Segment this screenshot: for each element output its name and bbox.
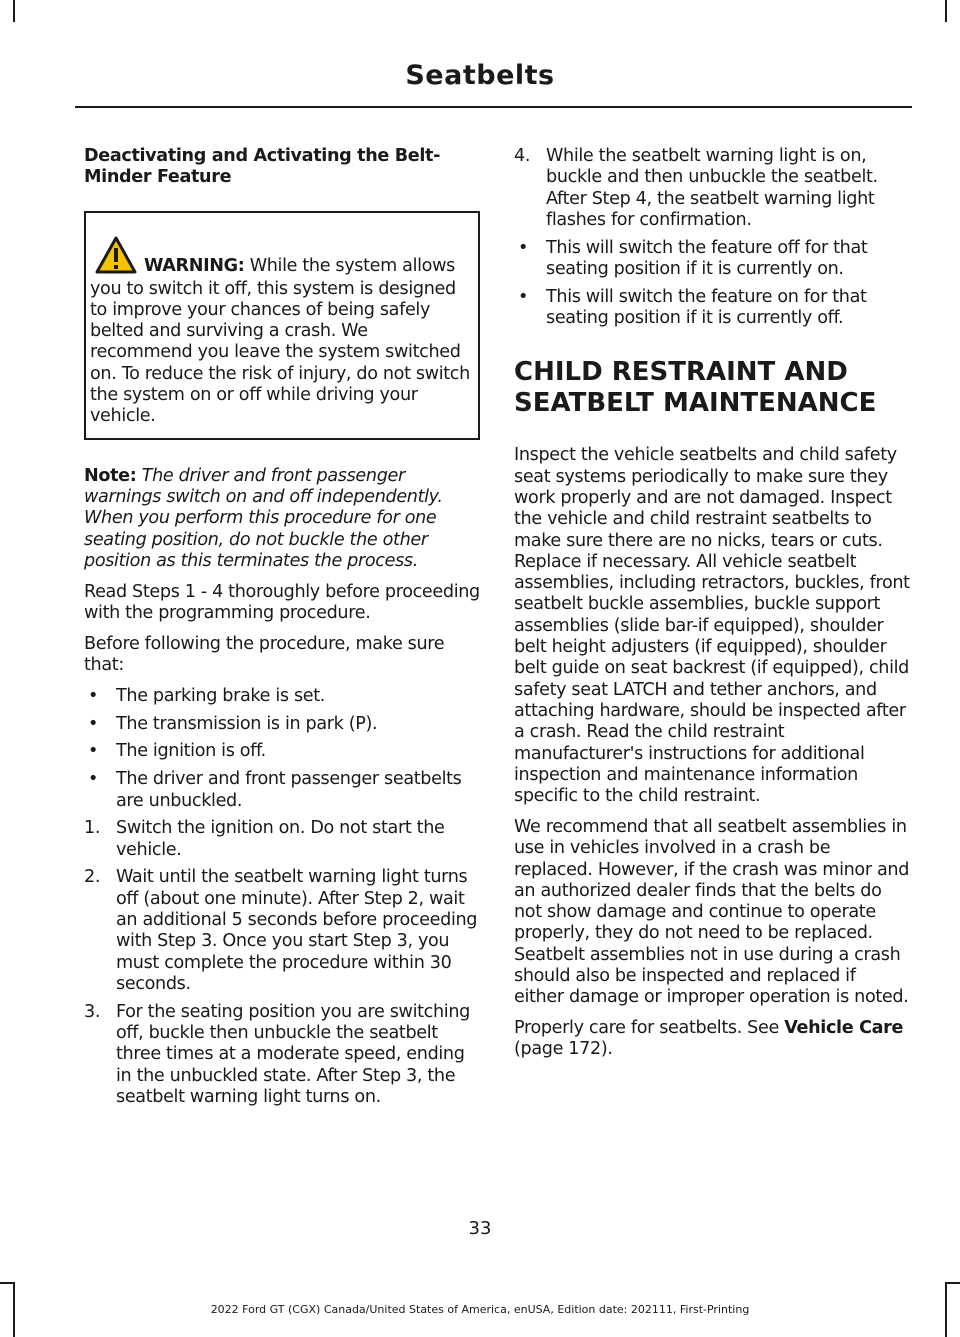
page-header-title: Seatbelts	[405, 60, 555, 91]
left-column	[84, 146, 480, 1115]
warning-text: While the system allows you to switch it off, this system is designed to improve your chances of being safely belted and surviving a crash. We recommend you leave the system switched on. To reduce the risk of injury, do not switch the system on or off while driving your vehicle.	[90, 255, 470, 427]
step4-bullets	[514, 238, 910, 330]
step-text: Wait until the seatbelt warning light turns off (about one minute). After Step 2, wait an additional 5 seconds before proceeding with Step 3. Once you start Step 3, you must complete the procedure within 30 seconds.	[116, 867, 478, 994]
note-paragraph	[84, 466, 480, 572]
note-text: The driver and front passenger warnings switch on and off independently. When you perform this procedure for one seating position, do not buckle the other position as this terminates the process.	[84, 465, 443, 571]
list-item: • The driver and front passenger seatbelts are unbuckled.	[88, 769, 462, 811]
warning-label: WARNING:	[144, 255, 245, 276]
paragraph-read-steps: Read Steps 1 - 4 thoroughly before proceeding with the programming procedure.	[84, 581, 480, 623]
bullet-mark: •	[88, 713, 99, 734]
subheading-belt-minder: Deactivating and Activating the Belt-Minder Feature	[84, 146, 441, 188]
step-text: While the seatbelt warning light is on, buckle and then unbuckle the seatbelt. After Step 4, the seatbelt warning light flashes for confirmation.	[546, 146, 878, 230]
vehicle-care-link[interactable]: Vehicle Care	[784, 1018, 904, 1039]
steps-list-continued	[514, 146, 910, 231]
paragraph-recommend: We recommend that all seatbelt assemblies in use in vehicles involved in a crash be replaced. However, if the crash was minor and an authorized dealer finds that the belts do not show damage and continue to operate properly, they do not need to be replaced. Seatbelt assemblies not in use during a crash should also be inspected and replaced if either damage or improper operation is noted.	[514, 816, 910, 1008]
step-number: 4.	[514, 146, 531, 166]
step-item	[84, 867, 480, 995]
bullet-mark: •	[518, 237, 529, 258]
crop-mark-bottom-left-h	[0, 1282, 15, 1284]
step-text: For the seating position you are switching off, buckle then unbuckle the seatbelt three times at a moderate speed, ending in the unbuckled state. After Step 3, the seatbelt warning light turns on.	[116, 1001, 470, 1107]
steps-list	[84, 818, 480, 1108]
step-number: 2.	[84, 867, 101, 888]
header-rule	[75, 106, 912, 108]
section-heading-child-restraint: CHILD RESTRAINT AND SEATBELT MAINTENANCE	[514, 357, 877, 419]
step-item	[84, 1002, 480, 1108]
footer-edition: 2022 Ford GT (CGX) Canada/United States of America, enUSA, Edition date: 202111, First-Printing	[210, 1303, 750, 1316]
conditions-list	[84, 686, 480, 812]
bullet-mark: •	[88, 685, 99, 706]
paragraph-care: Properly care for seatbelts. See Vehicle Care (page 172).	[514, 1018, 904, 1060]
crop-mark-top-left	[13, 0, 15, 22]
warning-box	[84, 211, 480, 440]
bullet-mark: •	[88, 741, 99, 762]
step-number: 1.	[84, 818, 101, 839]
step-number: 3.	[84, 1001, 101, 1022]
list-item: • The ignition is off.	[88, 741, 266, 762]
crop-mark-top-right	[945, 0, 947, 22]
list-item: • This will switch the feature on for that seating position if it is currently off.	[518, 286, 867, 329]
paragraph-before-following: Before following the procedure, make sure that:	[84, 633, 445, 676]
step-item	[84, 818, 480, 861]
note-label: Note:	[84, 465, 137, 486]
crop-mark-bottom-right-h	[945, 1282, 960, 1284]
step-text: Switch the ignition on. Do not start the vehicle.	[116, 818, 445, 860]
right-column	[514, 146, 910, 1070]
paragraph-inspect: Inspect the vehicle seatbelts and child safety seat systems periodically to make sure they work properly and are not damaged. Inspect the vehicle and child restraint seatbelts to make sure there are no nicks, tears or cuts. Replace if necessary. All vehicle seatbelt assemblies, including retractors, buckles, front seatbelt buckle assemblies, buckle support assemblies (slide bar-if equipped), shoulder belt height adjusters (if equipped), shoulder belt guide on seat backrest (if equipped), child safety seat LATCH and tether anchors, and attaching hardware, should be inspected after a crash. Read the child restraint manufacturer's instructions for additional inspection and maintenance information specific to the child restraint.	[514, 445, 910, 807]
list-item: • This will switch the feature off for that seating position if it is currently on.	[518, 237, 868, 279]
warning-triangle-icon	[94, 235, 138, 275]
page-number: 33	[468, 1218, 492, 1239]
bullet-mark: •	[88, 769, 99, 790]
step-item	[514, 146, 910, 231]
list-item: • The transmission is in park (P).	[88, 713, 378, 734]
list-item: • The parking brake is set.	[88, 685, 326, 706]
bullet-mark: •	[518, 286, 529, 307]
